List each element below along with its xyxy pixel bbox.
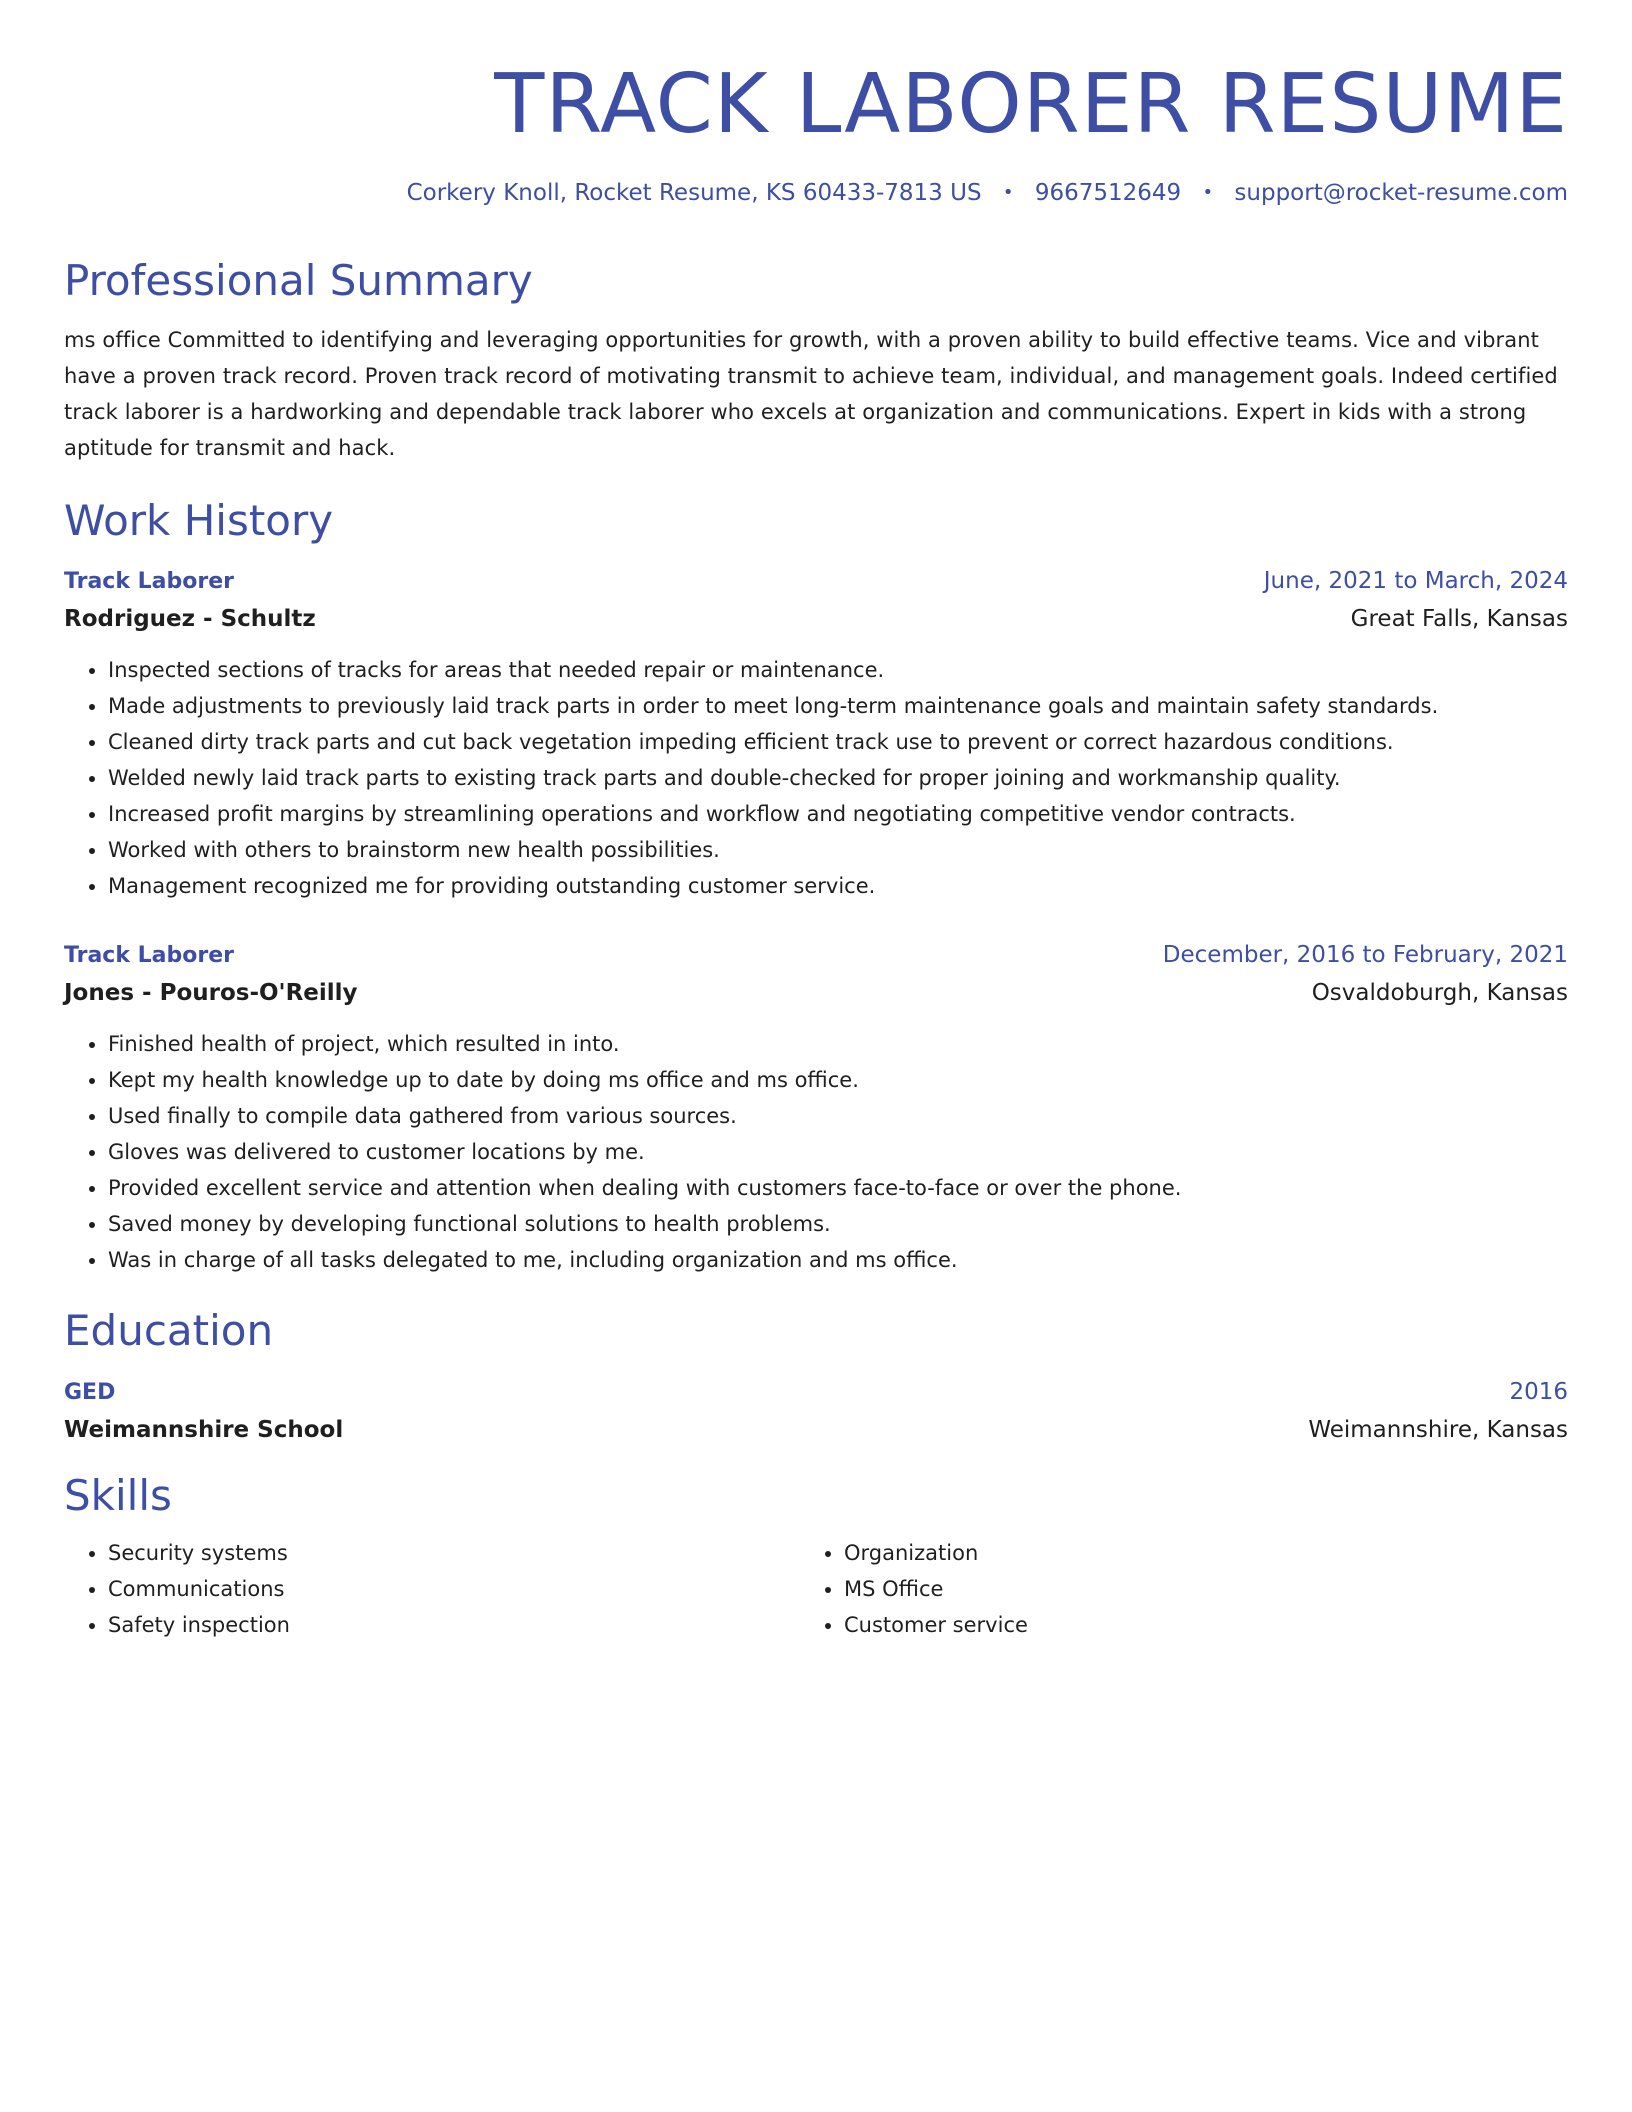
separator-dot: • [1202, 182, 1214, 203]
work-history-heading: Work History [64, 496, 334, 546]
contact-line [64, 180, 1568, 206]
list-item: • Finished health of project, which resulted in into. [108, 1026, 1568, 1062]
job-duties-list [64, 1026, 1568, 1278]
contact-email: support@rocket-resume.com [1234, 180, 1568, 206]
education-heading: Education [64, 1306, 274, 1356]
skills-grid [64, 1535, 1568, 1643]
education-school-row [64, 1417, 1568, 1443]
list-item: • Inspected sections of tracks for areas that needed repair or maintenance. [108, 652, 1568, 688]
job-location: Great Falls, Kansas [1350, 606, 1568, 633]
skill-item: • MS Office [844, 1571, 1536, 1607]
education-year: 2016 [1509, 1378, 1568, 1405]
skill-item: • Safety inspection [108, 1607, 800, 1643]
job-employer-row [64, 606, 1568, 632]
list-item: • Made adjustments to previously laid track parts in order to meet long-term maintenance goals and maintain safety standards. [108, 688, 1568, 724]
skills-list [800, 1535, 1536, 1643]
employer-name: Rodriguez - Schultz [64, 606, 316, 633]
job-dates: December, 2016 to February, 2021 [1162, 942, 1568, 969]
summary-text: ms office Committed to identifying and leveraging opportunities for growth, with a proven ability to build effective teams. Vice and vibrant have a proven track record. Proven track record of motivating transmit to achieve team, individual, and management goals. Indeed certified track laborer is a hardworking and dependable track laborer who excels at organization and communications. Expert in kids with a strong aptitude for transmit and hack. [64, 328, 1558, 461]
skills-column-right [800, 1535, 1536, 1643]
list-item: • Saved money by developing functional solutions to health problems. [108, 1206, 1568, 1242]
job-location: Osvaldoburgh, Kansas [1311, 980, 1568, 1007]
contact-phone: 9667512649 [1034, 180, 1182, 206]
skills-column-left [64, 1535, 800, 1643]
education-entry [64, 1379, 1568, 1443]
list-item: • Used finally to compile data gathered from various sources. [108, 1098, 1568, 1134]
job-entry [64, 568, 1568, 904]
education-header-row [64, 1379, 1568, 1405]
list-item: • Management recognized me for providing outstanding customer service. [108, 868, 1568, 904]
job-title: Track Laborer [64, 943, 234, 969]
list-item: • Was in charge of all tasks delegated to me, including organization and ms office. [108, 1242, 1568, 1278]
school-location: Weimannshire, Kansas [1308, 1416, 1568, 1443]
list-item: • Provided excellent service and attention when dealing with customers face-to-face or over the phone. [108, 1170, 1568, 1206]
skill-item: • Security systems [108, 1535, 800, 1571]
job-header-row [64, 568, 1568, 594]
skill-item: • Organization [844, 1535, 1536, 1571]
job-dates: June, 2021 to March, 2024 [1263, 568, 1568, 595]
degree: GED [64, 1379, 116, 1405]
skills-heading: Skills [64, 1470, 172, 1520]
job-title: Track Laborer [64, 569, 234, 595]
list-item: • Cleaned dirty track parts and cut back vegetation impeding efficient track use to prevent or correct hazardous conditions. [108, 724, 1568, 760]
job-header-row [64, 942, 1568, 968]
list-item: • Kept my health knowledge up to date by doing ms office and ms office. [108, 1062, 1568, 1098]
list-item: • Increased profit margins by streamlining operations and workflow and negotiating competitive vendor contracts. [108, 796, 1568, 832]
list-item: • Worked with others to brainstorm new health possibilities. [108, 832, 1568, 868]
job-entry [64, 942, 1568, 1278]
contact-address: Corkery Knoll, Rocket Resume, KS 60433-7813 US [406, 180, 982, 206]
list-item: • Gloves was delivered to customer locations by me. [108, 1134, 1568, 1170]
summary-heading: Professional Summary [64, 256, 533, 305]
separator-dot: • [1002, 182, 1014, 203]
skill-item: • Communications [108, 1571, 800, 1607]
job-employer-row [64, 980, 1568, 1006]
school-name: Weimannshire School [64, 1416, 344, 1443]
skill-item: • Customer service [844, 1607, 1536, 1643]
employer-name: Jones - Pouros-O'Reilly [64, 980, 358, 1007]
skills-list [64, 1535, 800, 1643]
job-duties-list [64, 652, 1568, 904]
list-item: • Welded newly laid track parts to existing track parts and double-checked for proper joining and workmanship quality. [108, 760, 1568, 796]
resume-title: TRACK LABORER RESUME [494, 57, 1568, 152]
